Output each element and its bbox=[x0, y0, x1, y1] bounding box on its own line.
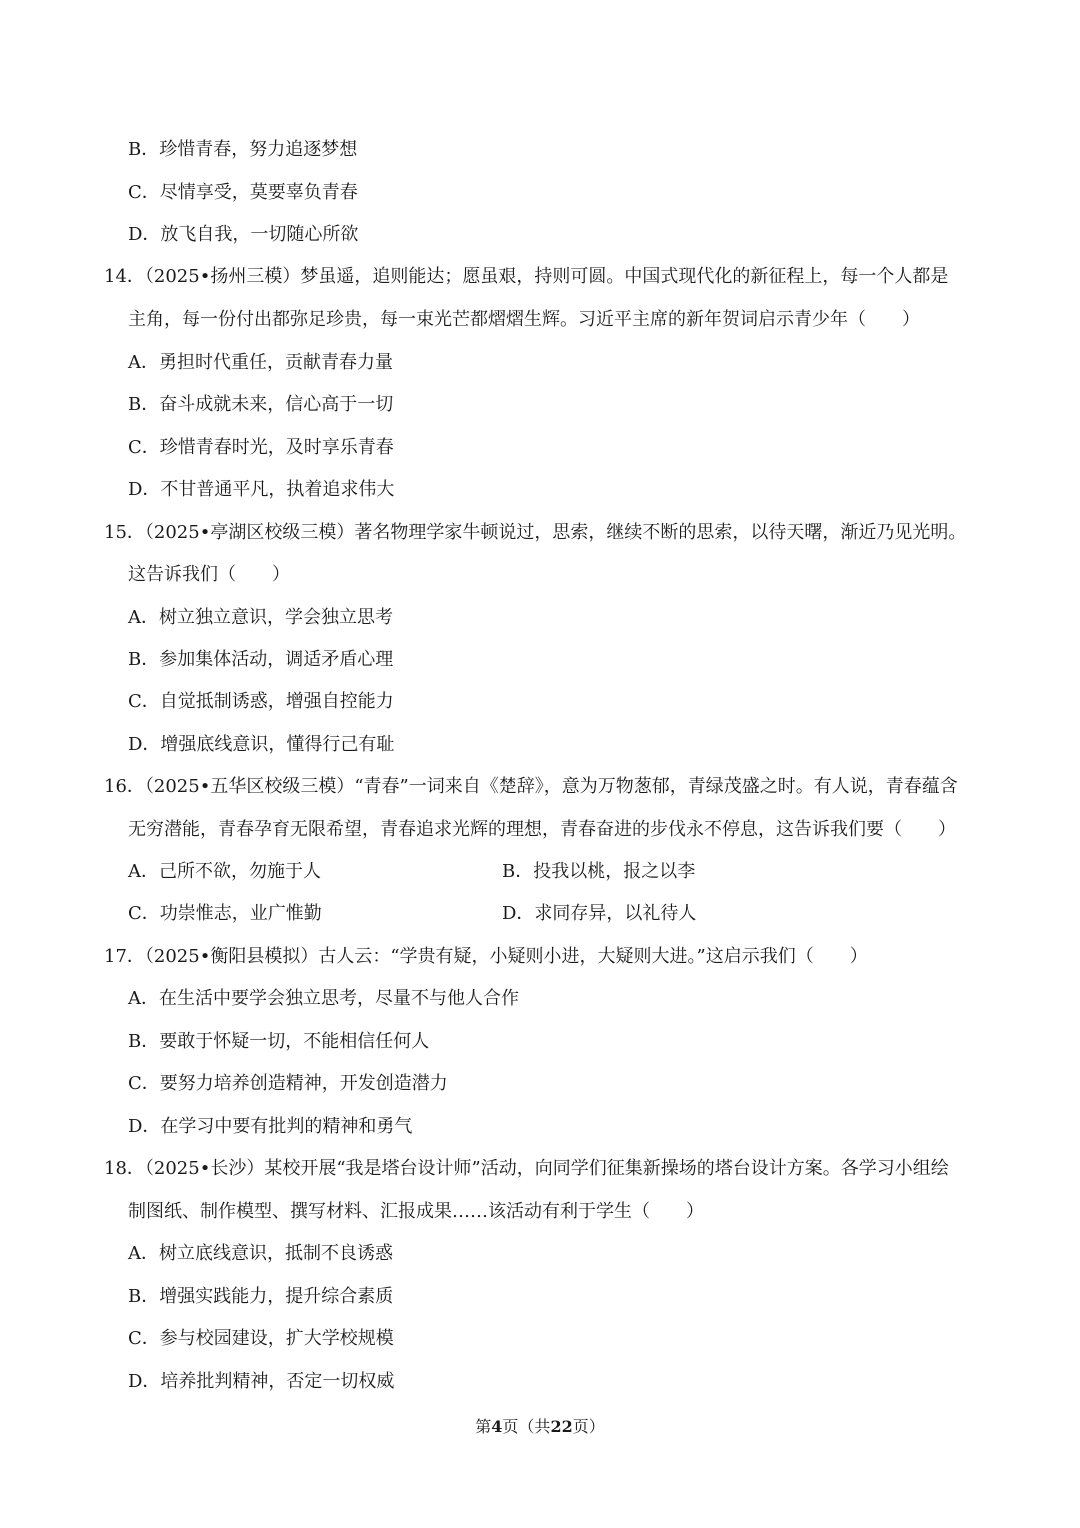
question-16-option-b: B．投我以桃，报之以李 bbox=[502, 861, 696, 882]
question-17-option-a: A．在生活中要学会独立思考，尽量不与他人合作 bbox=[128, 988, 519, 1009]
question-16-option-c: C．功崇惟志，业广惟勤 bbox=[128, 903, 322, 924]
question-16-option-d: D．求同存异，以礼待人 bbox=[502, 903, 697, 924]
question-17-option-c: C．要努力培养创造精神，开发创造潜力 bbox=[128, 1073, 448, 1094]
footer-middle: 页（共 bbox=[502, 1417, 551, 1436]
option-b: B．珍惜青春，努力追逐梦想 bbox=[128, 139, 358, 160]
footer-prefix: 第 bbox=[475, 1417, 492, 1436]
question-15-stem-cont: 这告诉我们（ ） bbox=[128, 564, 290, 585]
question-16-stem-cont: 无穷潜能，青春孕育无限希望，青春追求光辉的理想，青春奋进的步伐永不停息，这告诉我们要（ ） bbox=[128, 819, 956, 840]
question-18-option-c: C．参与校园建设，扩大学校规模 bbox=[128, 1328, 394, 1349]
page-footer bbox=[0, 1416, 1080, 1438]
question-16-option-a: A．己所不欲，勿施于人 bbox=[128, 861, 321, 882]
question-14-option-d: D．不甘普通平凡，执着追求伟大 bbox=[128, 479, 395, 500]
question-15-stem: 15．（2025•亭湖区校级三模）著名物理学家牛顿说过，思索，继续不断的思索，以待天曙，渐近乃见光明。 bbox=[104, 522, 967, 543]
question-15-option-b: B．参加集体活动，调适矛盾心理 bbox=[128, 649, 394, 670]
question-18-option-b: B．增强实践能力，提升综合素质 bbox=[128, 1286, 394, 1307]
question-17-option-d: D．在学习中要有批判的精神和勇气 bbox=[128, 1116, 413, 1137]
question-17-option-b: B．要敢于怀疑一切，不能相信任何人 bbox=[128, 1031, 430, 1052]
question-15-option-d: D．增强底线意识，懂得行己有耻 bbox=[128, 734, 395, 755]
question-18-option-a: A．树立底线意识，抵制不良诱惑 bbox=[128, 1243, 393, 1264]
total-page-count: 22 bbox=[550, 1417, 573, 1436]
option-d: D．放飞自我，一切随心所欲 bbox=[128, 224, 359, 245]
question-14-option-a: A．勇担时代重任，贡献青春力量 bbox=[128, 352, 393, 373]
current-page-number: 4 bbox=[491, 1417, 503, 1436]
question-18-stem: 18．（2025•长沙）某校开展“我是塔台设计师”活动，向同学们征集新操场的塔台设计方案。各学习小组绘 bbox=[104, 1158, 949, 1179]
question-14-option-b: B．奋斗成就未来，信心高于一切 bbox=[128, 394, 394, 415]
question-15-option-a: A．树立独立意识，学会独立思考 bbox=[128, 607, 393, 628]
option-c: C．尽情享受，莫要辜负青春 bbox=[128, 182, 358, 203]
question-18-stem-cont: 制图纸、制作模型、撰写材料、汇报成果……该活动有利于学生（ ） bbox=[128, 1201, 704, 1222]
question-18-option-d: D．培养批判精神，否定一切权威 bbox=[128, 1371, 395, 1392]
question-14-option-c: C．珍惜青春时光，及时享乐青春 bbox=[128, 437, 394, 458]
question-16-stem: 16．（2025•五华区校级三模）“青春”一词来自《楚辞》，意为万物葱郁，青绿茂盛之时。有人说，青春蕴含 bbox=[104, 776, 958, 797]
question-14-stem: 14．（2025•扬州三模）梦虽遥，追则能达；愿虽艰，持则可圆。中国式现代化的新征程上，每一个人都是 bbox=[104, 266, 949, 287]
question-14-stem-cont: 主角，每一份付出都弥足珍贵，每一束光芒都熠熠生辉。习近平主席的新年贺词启示青少年（ ） bbox=[128, 309, 920, 330]
footer-suffix: 页） bbox=[572, 1417, 605, 1436]
question-17-stem: 17．（2025•衡阳县模拟）古人云：“学贵有疑，小疑则小进，大疑则大进。”这启示我们（ ） bbox=[104, 946, 868, 967]
question-15-option-c: C．自觉抵制诱惑，增强自控能力 bbox=[128, 691, 394, 712]
